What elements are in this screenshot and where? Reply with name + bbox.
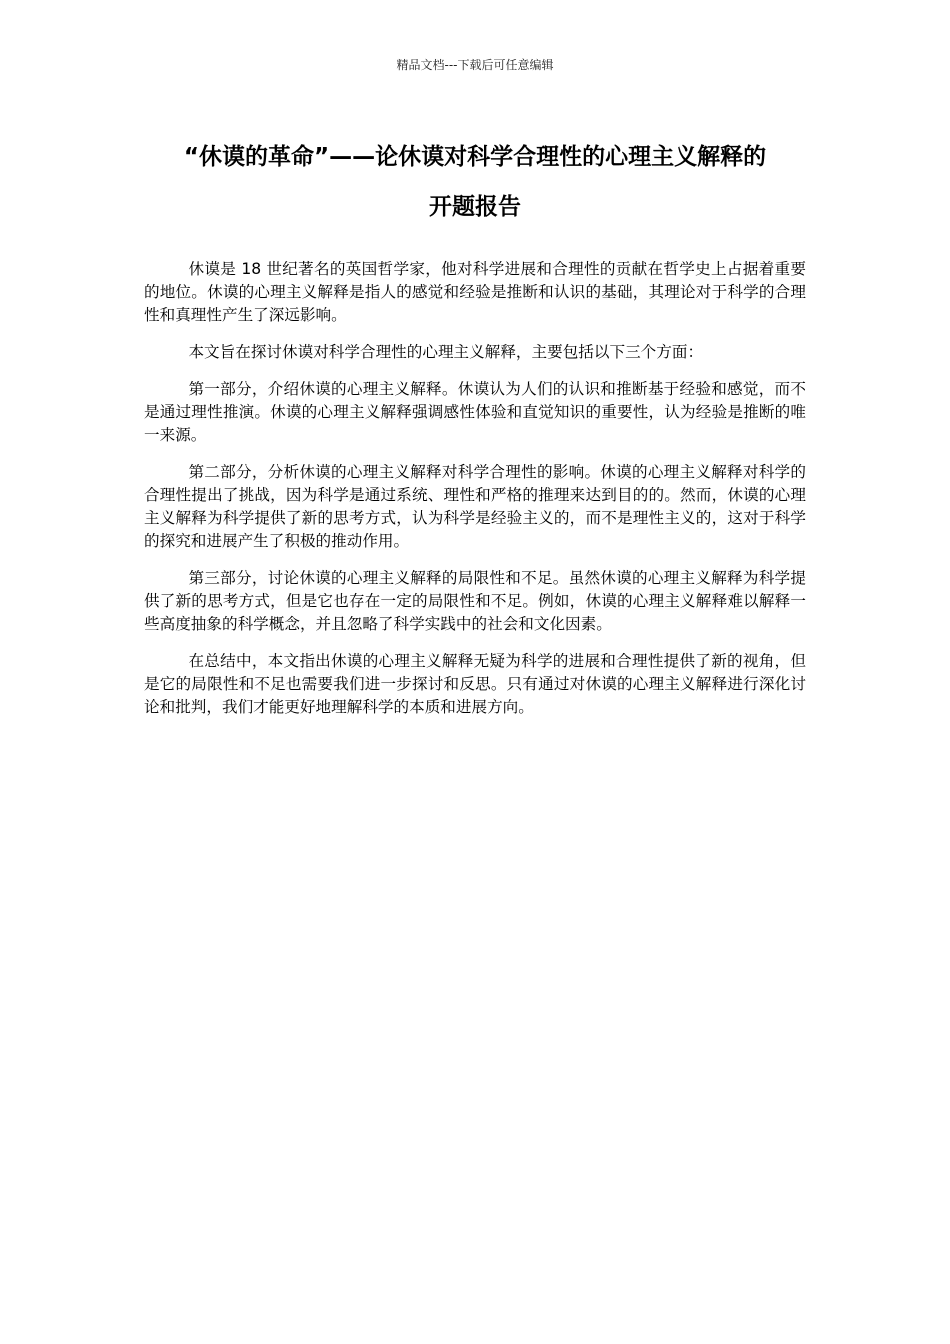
document-title [140, 132, 810, 232]
paragraph-part-one: 第一部分，介绍休谟的心理主义解释。休谟认为人们的认识和推断基于经验和感觉，而不是通过理性推演。休谟的心理主义解释强调感性体验和直觉知识的重要性，认为经验是推断的唯一来源。 [144, 380, 806, 444]
document-body [144, 258, 806, 733]
paragraph-purpose: 本文旨在探讨休谟对科学合理性的心理主义解释，主要包括以下三个方面： [188, 343, 704, 361]
page-header: 精品文档---下载后可任意编辑 [396, 58, 554, 72]
paragraph-part-three: 第三部分，讨论休谟的心理主义解释的局限性和不足。虽然休谟的心理主义解释为科学提供了新的思考方式，但是它也存在一定的局限性和不足。例如，休谟的心理主义解释难以解释一些高度抽象的科学概念，并且忽略了科学实践中的社会和文化因素。 [144, 569, 806, 633]
paragraph-intro: 休谟是 18 世纪著名的英国哲学家，他对科学进展和合理性的贡献在哲学史上占据着重要的地位。休谟的心理主义解释是指人的感觉和经验是推断和认识的基础，其理论对于科学的合理性和真理性产生了深远影响。 [144, 260, 806, 324]
document-title-line-1: “休谟的革命”——论休谟对科学合理性的心理主义解释的 [183, 144, 767, 170]
paragraph-conclusion: 在总结中，本文指出休谟的心理主义解释无疑为科学的进展和合理性提供了新的视角，但是它的局限性和不足也需要我们进一步探讨和反思。只有通过对休谟的心理主义解释进行深化讨论和批判，我们才能更好地理解科学的本质和进展方向。 [144, 652, 806, 716]
document-title-line-2: 开题报告 [429, 194, 521, 220]
paragraph-part-two: 第二部分，分析休谟的心理主义解释对科学合理性的影响。休谟的心理主义解释对科学的合理性提出了挑战，因为科学是通过系统、理性和严格的推理来达到目的的。然而，休谟的心理主义解释为科学提供了新的思考方式，认为科学是经验主义的，而不是理性主义的，这对于科学的探究和进展产生了积极的推动作用。 [144, 463, 806, 550]
